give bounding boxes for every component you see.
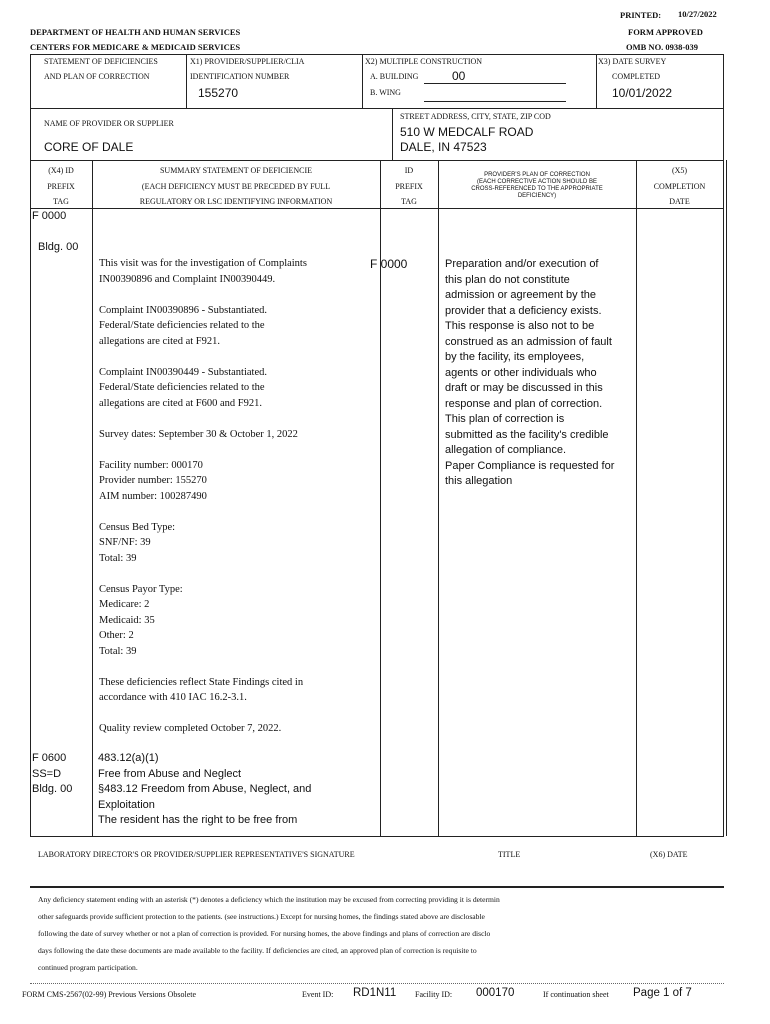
id-header-3: TAG xyxy=(401,197,417,206)
tag-f0000: F 0000 xyxy=(32,210,67,222)
provider-id-value: 155270 xyxy=(198,86,239,100)
building-value: 00 xyxy=(452,69,466,83)
department-title: DEPARTMENT OF HEALTH AND HUMAN SERVICES xyxy=(30,27,241,37)
continuation-label: If continuation sheet xyxy=(543,990,609,999)
x6-date-label: (X6) DATE xyxy=(650,850,688,859)
title-label: TITLE xyxy=(498,850,521,859)
x4-header-3: TAG xyxy=(53,197,69,206)
x1-label-1: X1) PROVIDER/SUPPLIER/CLIA xyxy=(190,57,305,66)
event-id-value: RD1N11 xyxy=(353,987,397,999)
tag-f0600: F 0600 SS=D Bldg. 00 xyxy=(32,752,73,795)
facility-id-value: 000170 xyxy=(476,987,515,999)
summary-text-2: 483.12(a)(1) Free from Abuse and Neglect §483.12 Freedom from Abuse, Neglect, and Exploitation The resident has the right to be free from xyxy=(98,752,312,826)
facility-id-label: Facility ID: xyxy=(415,990,453,999)
x3-label-1: X3) DATE SURVEY xyxy=(598,57,667,66)
x5-header-1: (X5) xyxy=(671,166,688,175)
address-line-1: 510 W MEDCALF ROAD xyxy=(400,125,534,139)
x3-label-2: COMPLETED xyxy=(612,72,660,81)
id-tag-f0000: F 0000 xyxy=(370,257,408,271)
footnote: Any deficiency statement ending with an asterisk (*) denotes a deficiency which the institution may be excused from correcting providing it is determin other safeguards provide sufficient protection to the patients. (see instructions.) Except for nursing homes, the findings stated above are disclosable following the date of survey whether or not a plan of correction is provided. For nursing homes, the above findings and plans of correction are disclo days following the date these documents are made available to the facility. If deficiencies are cited, an approved plan of correction is requisite to continued program participation. xyxy=(38,895,500,972)
wing-label: B. WING xyxy=(370,88,401,97)
x5-header-2: COMPLETION xyxy=(653,182,706,191)
plan-header-3: CROSS-REFERENCED TO THE APPROPRIATE xyxy=(471,186,603,192)
provider-name-label: NAME OF PROVIDER OR SUPPLIER xyxy=(44,119,174,128)
survey-date-value: 10/01/2022 xyxy=(612,86,673,100)
page-number: Page 1 of 7 xyxy=(633,987,692,999)
x5-header-3: DATE xyxy=(669,197,690,206)
bldg-00: Bldg. 00 xyxy=(38,241,79,253)
id-header-1: ID xyxy=(404,166,414,175)
x4-header-1: (X4) ID xyxy=(48,166,74,175)
x4-header-2: PREFIX xyxy=(47,182,75,191)
id-header-2: PREFIX xyxy=(395,182,423,191)
event-id-label: Event ID: xyxy=(302,990,334,999)
plan-of-correction-text: Preparation and/or execution of this plan do not constitute admission or agreement by the provider that a deficiency exists. This response is also not to be construed as an admission of fault by the facility, its employees, agents or other individuals who draft or may be discussed in this response and plan of correction. This plan of correction is submitted as the facility's credible allegation of compliance. Paper Compliance is requested for this allegation xyxy=(445,258,615,487)
form-approved: FORM APPROVED xyxy=(628,27,703,37)
summary-header-2: (EACH DEFICIENCY MUST BE PRECEDED BY FULL xyxy=(141,182,331,191)
address-label: STREET ADDRESS, CITY, STATE, ZIP COD xyxy=(400,112,551,121)
plan-header-2: (EACH CORRECTIVE ACTION SHOULD BE xyxy=(476,179,598,185)
building-label: A. BUILDING xyxy=(370,72,419,81)
centers-title: CENTERS FOR MEDICARE & MEDICAID SERVICES xyxy=(30,42,241,52)
x1-label-2: IDENTIFICATION NUMBER xyxy=(190,72,290,81)
statement-label-1: STATEMENT OF DEFICIENCIES xyxy=(44,57,158,66)
plan-header-1: PROVIDER'S PLAN OF CORRECTION xyxy=(484,172,590,178)
omb-number: OMB NO. 0938-039 xyxy=(626,42,699,52)
x2-label: X2) MULTIPLE CONSTRUCTION xyxy=(365,57,483,66)
summary-header-3: REGULATORY OR LSC IDENTIFYING INFORMATION xyxy=(139,197,333,206)
printed-date: 10/27/2022 xyxy=(678,9,717,19)
summary-header-1: SUMMARY STATEMENT OF DEFICIENCIE xyxy=(159,166,313,175)
printed-label: PRINTED: xyxy=(620,10,662,20)
statement-label-2: AND PLAN OF CORRECTION xyxy=(44,72,150,81)
address-line-2: DALE, IN 47523 xyxy=(400,140,487,154)
signature-label: LABORATORY DIRECTOR'S OR PROVIDER/SUPPLIER REPRESENTATIVE'S SIGNATURE xyxy=(38,850,355,859)
provider-name: CORE OF DALE xyxy=(44,140,134,154)
plan-header-4: DEFICIENCY) xyxy=(517,193,557,199)
form-number: FORM CMS-2567(02-99) Previous Versions Obsolete xyxy=(22,990,197,999)
summary-text-1: This visit was for the investigation of Complaints IN00390896 and Complaint IN00390449. Complaint IN00390896 - Substantiated. Federal/State deficiencies related to the allegations are cited at F921. Complaint IN00390449 - Substantiated. Federal/State deficiencies related to the allegations are cited at F600 and F921. Survey dates: September 30 & October 1, 2022 Facility number: 000170 Provider number: 155270 AIM number: 100287490 Census Bed Type: SNF/NF: 39 Total: 39 Census Payor Type: Medicare: 2 Medicaid: 35 Other: 2 Total: 39 These deficiencies reflect State Findings cited in accordance with 410 IAC 16.2-3.1. Quality review completed October 7, 2022. xyxy=(99,258,307,734)
